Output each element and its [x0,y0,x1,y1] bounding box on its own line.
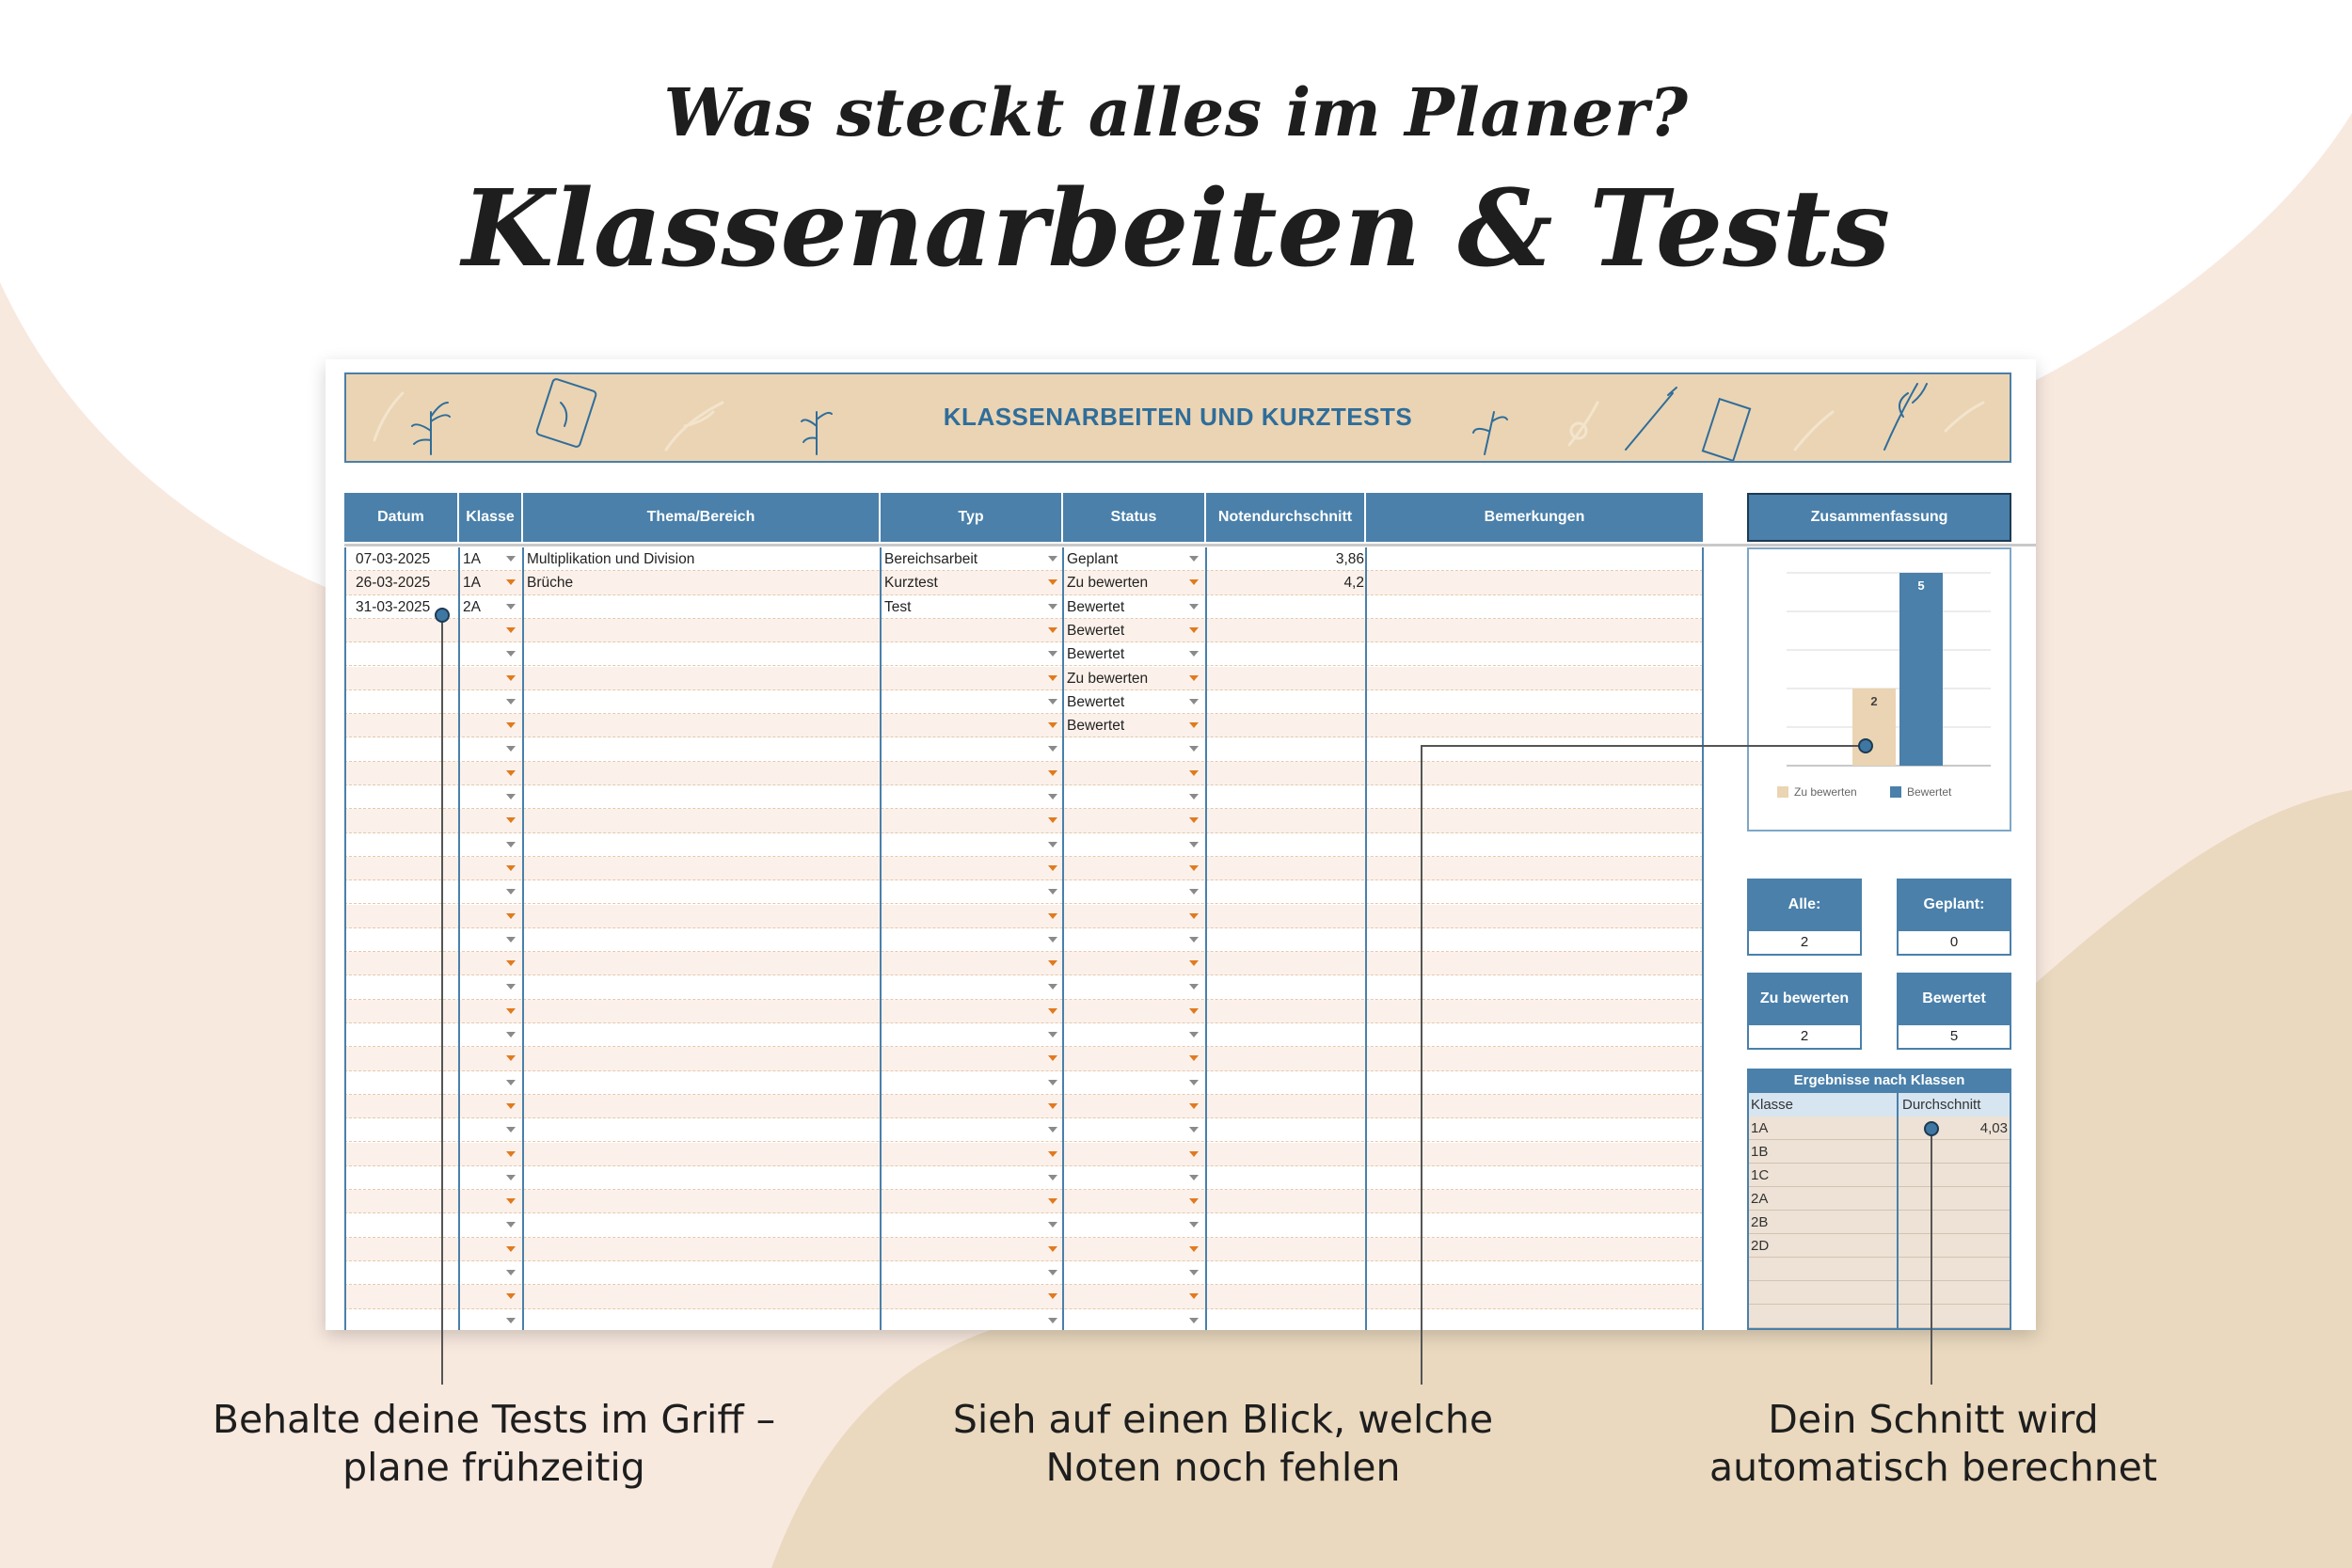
stat-zu-bewerten-value[interactable]: 2 [1747,1025,1862,1050]
dropdown-arrow-icon[interactable] [1048,842,1057,847]
page-title: Klassenarbeiten & Tests [461,167,1891,291]
legend-label: Bewertet [1907,785,1952,799]
dropdown-arrow-icon[interactable] [1048,722,1057,728]
column-divider [458,547,460,1330]
results-row [1747,1234,2011,1258]
table-row [344,1023,1703,1047]
dropdown-arrow-icon[interactable] [1048,1270,1057,1275]
dropdown-arrow-icon[interactable] [1048,889,1057,895]
dropdown-arrow-icon[interactable] [1189,1270,1199,1275]
dropdown-arrow-icon[interactable] [1048,913,1057,919]
cell-status[interactable]: Bewertet [1067,646,1125,663]
cell-note[interactable] [1210,642,1364,666]
results-header-durchschnitt: Durchschnitt [1902,1097,1981,1113]
results-row [1747,1305,2011,1328]
results-column-divider [1897,1093,1899,1330]
cell-thema[interactable] [527,667,875,690]
table-row [344,905,1703,928]
dropdown-arrow-icon[interactable] [506,889,516,895]
cell-thema[interactable] [527,690,875,714]
dropdown-arrow-icon[interactable] [506,1198,516,1204]
dropdown-arrow-icon[interactable] [506,1318,516,1323]
results-klasse: 2B [1751,1214,1769,1230]
dropdown-arrow-icon[interactable] [1048,675,1057,681]
dropdown-arrow-icon[interactable] [1189,675,1199,681]
dropdown-arrow-icon[interactable] [506,556,516,562]
table-row [344,1166,1703,1190]
dropdown-arrow-icon[interactable] [1189,794,1199,800]
dropdown-arrow-icon[interactable] [506,1103,516,1109]
results-klasse: 1C [1751,1167,1770,1183]
dropdown-arrow-icon[interactable] [1048,984,1057,990]
dropdown-arrow-icon[interactable] [1048,746,1057,752]
dropdown-arrow-icon[interactable] [506,960,516,966]
dropdown-arrow-icon[interactable] [506,1080,516,1085]
dropdown-arrow-icon[interactable] [1048,770,1057,776]
cell-typ[interactable]: Bereichsarbeit [884,551,978,567]
dropdown-arrow-icon[interactable] [1048,817,1057,823]
dropdown-arrow-icon[interactable] [506,1032,516,1037]
table-row [344,714,1703,737]
dropdown-arrow-icon[interactable] [506,699,516,705]
dropdown-arrow-icon[interactable] [1189,1080,1199,1085]
dropdown-arrow-icon[interactable] [1189,937,1199,942]
stat-bewertet-value[interactable]: 5 [1897,1025,2011,1050]
cell-datum[interactable]: 26-03-2025 [356,575,431,592]
dropdown-arrow-icon[interactable] [1189,1151,1199,1157]
stat-zu-bewerten-label: Zu bewerten [1747,973,1862,1025]
cell-note[interactable]: 3,86 [1335,551,1364,567]
cell-klasse[interactable]: 1A [463,551,481,567]
cell-datum[interactable] [356,667,461,690]
table-row [344,690,1703,714]
cell-datum[interactable] [356,642,461,666]
data-grid [344,547,1703,1330]
column-divider [522,547,524,1330]
column-divider [1205,547,1207,1330]
callout-leader-left [441,615,443,1385]
callout-right-line-2: automatisch berechnet [1709,1445,2157,1490]
dropdown-arrow-icon[interactable] [1048,1103,1057,1109]
cell-datum[interactable]: 31-03-2025 [356,598,431,615]
dropdown-arrow-icon[interactable] [506,865,516,871]
results-row [1747,1211,2011,1234]
cell-typ[interactable]: Kurztest [884,575,938,592]
stat-geplant [1897,879,2011,956]
table-row [344,1143,1703,1166]
cell-thema[interactable]: Multiplikation und Division [527,551,695,567]
dropdown-arrow-icon[interactable] [506,746,516,752]
dropdown-arrow-icon[interactable] [1048,1222,1057,1227]
cell-status[interactable]: Zu bewerten [1067,575,1149,592]
dropdown-arrow-icon[interactable] [1189,1198,1199,1204]
callout-marker-middle [1858,738,1873,753]
callout-right [1637,1396,2230,1492]
dropdown-arrow-icon[interactable] [1189,1222,1199,1227]
cell-thema[interactable] [527,714,875,737]
table-row [344,1261,1703,1285]
banner-title: KLASSENARBEITEN UND KURZTESTS [943,403,1413,431]
cell-status[interactable]: Bewertet [1067,622,1125,639]
dropdown-arrow-icon[interactable] [1048,794,1057,800]
cell-note[interactable] [1210,714,1364,737]
legend-swatch [1890,786,1901,798]
dropdown-arrow-icon[interactable] [1189,1175,1199,1180]
table-row [344,1238,1703,1261]
dropdown-arrow-icon[interactable] [506,842,516,847]
callout-marker-left [435,608,450,623]
dropdown-arrow-icon[interactable] [1048,960,1057,966]
callout-middle [894,1396,1552,1492]
cell-datum[interactable]: 07-03-2025 [356,551,431,567]
cell-datum[interactable] [356,714,461,737]
table-row [344,595,1703,619]
table-row [344,1285,1703,1308]
banner [344,372,2011,463]
dropdown-arrow-icon[interactable] [506,1293,516,1299]
cell-typ[interactable] [884,642,1054,666]
cell-note[interactable] [1210,595,1364,619]
dropdown-arrow-icon[interactable] [1048,1198,1057,1204]
stat-bewertet [1897,973,2011,1050]
dropdown-arrow-icon[interactable] [1189,1318,1199,1323]
dropdown-arrow-icon[interactable] [1189,604,1199,610]
cell-datum[interactable] [356,619,461,642]
table-row [344,1095,1703,1118]
results-row [1747,1117,2011,1140]
column-header-klasse[interactable]: Klasse [459,493,523,542]
cell-status[interactable]: Geplant [1067,551,1119,567]
dropdown-arrow-icon[interactable] [1189,889,1199,895]
data-label: 5 [1917,578,1925,593]
cell-status[interactable]: Bewertet [1067,598,1125,615]
results-row [1747,1187,2011,1211]
dropdown-arrow-icon[interactable] [506,1151,516,1157]
table-row [344,1071,1703,1095]
table-row [344,809,1703,832]
cell-klasse[interactable] [463,642,510,666]
data-label: 2 [1870,694,1878,708]
dropdown-arrow-icon[interactable] [1048,1127,1057,1132]
legend-swatch [1777,786,1788,798]
column-divider [1062,547,1064,1330]
cell-note[interactable] [1210,667,1364,690]
dropdown-arrow-icon[interactable] [506,675,516,681]
dropdown-arrow-icon[interactable] [1048,556,1057,562]
column-header-notendurchschnitt[interactable]: Notendurchschnitt [1206,493,1366,542]
column-header-status[interactable]: Status [1063,493,1206,542]
column-divider [1365,547,1367,1330]
table-row [344,1190,1703,1213]
callout-left-line-2: plane frühzeitig [342,1445,645,1490]
dropdown-arrow-icon[interactable] [1189,746,1199,752]
stat-alle [1747,879,1862,956]
callout-middle-line-2: Noten noch fehlen [1045,1445,1401,1490]
table-row [344,1118,1703,1142]
table-row [344,737,1703,761]
table-row [344,928,1703,952]
results-body [1747,1117,2011,1328]
dropdown-arrow-icon[interactable] [506,627,516,633]
cell-typ[interactable] [884,619,1054,642]
dropdown-arrow-icon[interactable] [1189,865,1199,871]
callout-right-line-1: Dein Schnitt wird [1768,1397,2099,1442]
dropdown-arrow-icon[interactable] [1048,1318,1057,1323]
cell-note[interactable]: 4,2 [1343,575,1364,592]
dropdown-arrow-icon[interactable] [1048,651,1057,657]
dropdown-arrow-icon[interactable] [1189,579,1199,585]
dropdown-arrow-icon[interactable] [506,913,516,919]
cell-klasse[interactable]: 2A [463,598,481,615]
table-row [344,762,1703,785]
cell-datum[interactable] [356,690,461,714]
dropdown-arrow-icon[interactable] [1189,627,1199,633]
table-row [344,880,1703,904]
table-row [344,952,1703,975]
dropdown-arrow-icon[interactable] [1189,1103,1199,1109]
results-by-class-table [1747,1069,2011,1330]
cell-note[interactable] [1210,690,1364,714]
dropdown-arrow-icon[interactable] [1048,627,1057,633]
dropdown-arrow-icon[interactable] [506,651,516,657]
dropdown-arrow-icon[interactable] [506,722,516,728]
column-header-datum[interactable]: Datum [344,493,459,542]
cell-typ[interactable] [884,690,1054,714]
results-row [1747,1164,2011,1187]
dropdown-arrow-icon[interactable] [506,1008,516,1014]
results-durchschnitt: 4,03 [1979,1120,2008,1136]
cell-thema[interactable] [527,619,875,642]
cell-klasse[interactable] [463,714,510,737]
callout-leader-middle [1421,745,1422,1385]
dropdown-arrow-icon[interactable] [1048,579,1057,585]
results-row [1747,1258,2011,1281]
table-row [344,571,1703,594]
callout-marker-right [1924,1121,1939,1136]
dropdown-arrow-icon[interactable] [1189,651,1199,657]
table-row [344,1000,1703,1023]
cell-status[interactable]: Bewertet [1067,718,1125,735]
stat-bewertet-label: Bewertet [1897,973,2011,1025]
dropdown-arrow-icon[interactable] [506,817,516,823]
table-row [344,547,1703,571]
column-divider [1702,547,1704,1330]
legend-label: Zu bewerten [1794,785,1857,799]
table-row [344,1309,1703,1330]
dropdown-arrow-icon[interactable] [1189,1008,1199,1014]
results-header-klasse: Klasse [1751,1097,1794,1113]
dropdown-arrow-icon[interactable] [1189,1246,1199,1252]
cell-note[interactable] [1210,619,1364,642]
dropdown-arrow-icon[interactable] [506,1055,516,1061]
table-row [344,857,1703,880]
dropdown-arrow-icon[interactable] [1189,913,1199,919]
dropdown-arrow-icon[interactable] [506,604,516,610]
dropdown-arrow-icon[interactable] [1048,1080,1057,1085]
dropdown-arrow-icon[interactable] [1048,1151,1057,1157]
spreadsheet-preview [326,359,2036,1330]
results-klasse: 1A [1751,1120,1769,1136]
dropdown-arrow-icon[interactable] [1048,1032,1057,1037]
callout-left [160,1396,828,1492]
dropdown-arrow-icon[interactable] [506,794,516,800]
dropdown-arrow-icon[interactable] [506,1270,516,1275]
dropdown-arrow-icon[interactable] [1189,699,1199,705]
results-klasse: 2A [1751,1191,1769,1207]
table-row [344,785,1703,809]
column-divider [880,547,882,1330]
cell-typ[interactable] [884,667,1054,690]
results-row [1747,1281,2011,1305]
table-row [344,975,1703,999]
stat-geplant-label: Geplant: [1897,879,2011,931]
column-header-bemerkungen[interactable]: Bemerkungen [1366,493,1703,542]
header-divider [344,544,2036,546]
dropdown-arrow-icon[interactable] [506,770,516,776]
cell-typ[interactable]: Test [884,598,912,615]
dropdown-arrow-icon[interactable] [1048,699,1057,705]
cell-typ[interactable] [884,714,1054,737]
dropdown-arrow-icon[interactable] [1189,556,1199,562]
page-subtitle: Was steckt alles im Planer? [663,73,1689,151]
dropdown-arrow-icon[interactable] [1189,722,1199,728]
status-bar-chart [1749,549,2010,830]
dropdown-arrow-icon[interactable] [1189,1055,1199,1061]
dropdown-arrow-icon[interactable] [1189,1293,1199,1299]
column-divider [344,547,346,1330]
summary-header: Zusammenfassung [1747,493,2011,542]
dropdown-arrow-icon[interactable] [1189,842,1199,847]
status-chart [1747,547,2011,832]
dropdown-arrow-icon[interactable] [506,579,516,585]
stat-geplant-value[interactable]: 0 [1897,931,2011,956]
callout-middle-line-1: Sieh auf einen Blick, welche [952,1397,1494,1442]
dropdown-arrow-icon[interactable] [1048,1055,1057,1061]
cell-status[interactable]: Zu bewerten [1067,670,1149,687]
cell-thema[interactable] [527,595,875,619]
dropdown-arrow-icon[interactable] [1048,865,1057,871]
dropdown-arrow-icon[interactable] [1048,1175,1057,1180]
stat-alle-label: Alle: [1747,879,1862,931]
results-title: Ergebnisse nach Klassen [1747,1069,2011,1093]
table-row [344,1213,1703,1237]
column-header-typ[interactable]: Typ [881,493,1063,542]
dropdown-arrow-icon[interactable] [506,984,516,990]
results-klasse: 2D [1751,1238,1770,1254]
callout-left-line-1: Behalte deine Tests im Griff – [212,1397,776,1442]
stat-zu-bewerten [1747,973,1862,1050]
dropdown-arrow-icon[interactable] [506,1246,516,1252]
column-header-thema[interactable]: Thema/Bereich [523,493,881,542]
table-row [344,642,1703,666]
dropdown-arrow-icon[interactable] [1189,960,1199,966]
cell-klasse[interactable] [463,690,510,714]
dropdown-arrow-icon[interactable] [1048,1008,1057,1014]
cell-thema[interactable]: Brüche [527,575,574,592]
dropdown-arrow-icon[interactable] [506,937,516,942]
cell-klasse[interactable] [463,667,510,690]
dropdown-arrow-icon[interactable] [1048,604,1057,610]
callout-leader-right [1931,1129,1932,1385]
dropdown-arrow-icon[interactable] [506,1127,516,1132]
cell-klasse[interactable]: 1A [463,575,481,592]
dropdown-arrow-icon[interactable] [1189,770,1199,776]
dropdown-arrow-icon[interactable] [1048,1246,1057,1252]
dropdown-arrow-icon[interactable] [1189,984,1199,990]
dropdown-arrow-icon[interactable] [1189,817,1199,823]
table-row [344,833,1703,857]
bar-bewertet [1899,573,1943,766]
table-row [344,619,1703,642]
cell-status[interactable]: Bewertet [1067,693,1125,710]
table-row [344,1047,1703,1070]
results-row [1747,1140,2011,1164]
cell-thema[interactable] [527,642,875,666]
results-header-row [1747,1093,2011,1117]
dropdown-arrow-icon[interactable] [1048,937,1057,942]
dropdown-arrow-icon[interactable] [1189,1032,1199,1037]
stat-alle-value[interactable]: 2 [1747,931,1862,956]
dropdown-arrow-icon[interactable] [1189,1127,1199,1132]
results-klasse: 1B [1751,1144,1769,1160]
cell-klasse[interactable] [463,619,510,642]
callout-leader-middle-horizontal [1421,745,1865,747]
dropdown-arrow-icon[interactable] [506,1175,516,1180]
table-row [344,667,1703,690]
dropdown-arrow-icon[interactable] [1048,1293,1057,1299]
dropdown-arrow-icon[interactable] [506,1222,516,1227]
